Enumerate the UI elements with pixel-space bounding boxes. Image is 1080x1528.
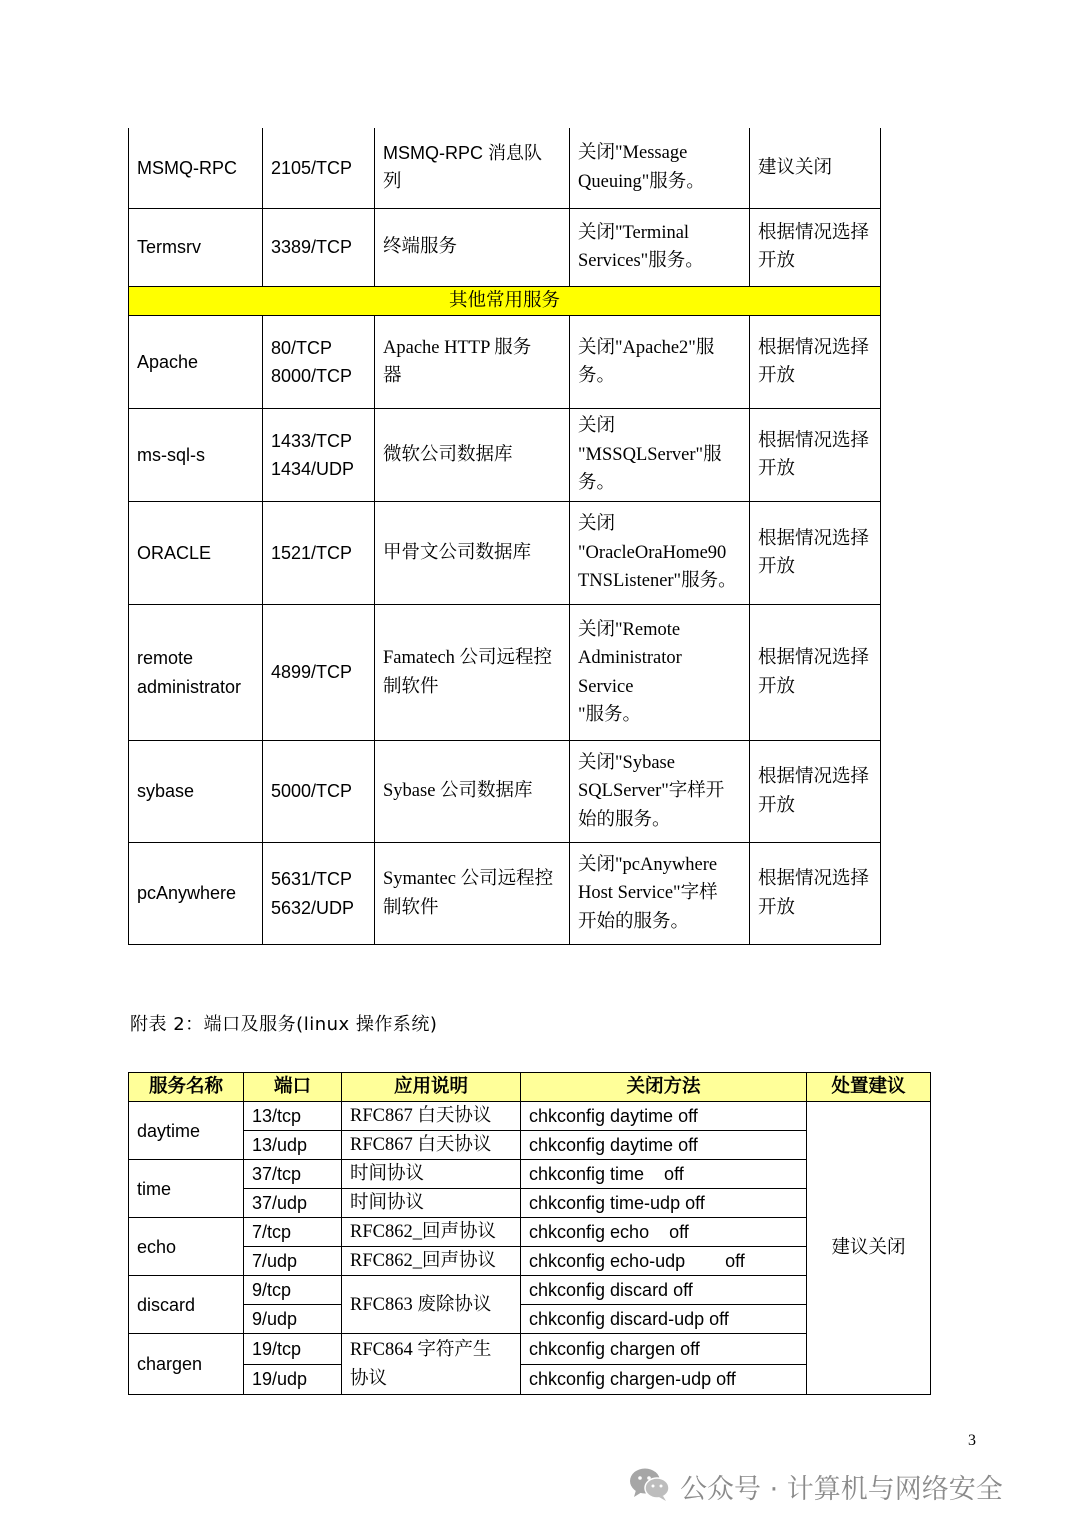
- service-name: time: [129, 1160, 244, 1218]
- advice: 建议关闭: [750, 128, 881, 208]
- advice: 根据情况选择 开放: [750, 316, 881, 409]
- service-name: Termsrv: [129, 208, 263, 286]
- service-name: discard: [129, 1276, 244, 1334]
- close-method: chkconfig time-udp off: [521, 1189, 807, 1218]
- port: 4899/TCP: [263, 605, 375, 741]
- port: 1521/TCP: [263, 502, 375, 605]
- table-row: [129, 316, 881, 409]
- watermark-text: 公众号 · 计算机与网络安全: [680, 1473, 1003, 1505]
- service-name: daytime: [129, 1102, 244, 1160]
- section-header: [129, 286, 881, 316]
- description: 微软公司数据库: [375, 409, 570, 502]
- header-service-name: 服务名称: [129, 1073, 244, 1102]
- wechat-icon: [628, 1466, 672, 1507]
- section-title: 其他常用服务: [129, 286, 881, 316]
- description: RFC864 字符产生 协议: [342, 1334, 521, 1395]
- close-method: chkconfig daytime off: [521, 1102, 807, 1131]
- header-description: 应用说明: [342, 1073, 521, 1102]
- service-name: chargen: [129, 1334, 244, 1395]
- description: 时间协议: [342, 1189, 521, 1218]
- page-number: 3: [968, 1432, 976, 1449]
- close-method: chkconfig chargen off: [521, 1334, 807, 1365]
- port: 9/tcp: [244, 1276, 342, 1305]
- close-method: 关闭"Sybase SQLServer"字样开 始的服务。: [570, 741, 750, 843]
- header-port: 端口: [244, 1073, 342, 1102]
- table-row: [129, 605, 881, 741]
- advice: 根据情况选择 开放: [750, 843, 881, 945]
- close-method: 关闭 "MSSQLServer"服 务。: [570, 409, 750, 502]
- close-method: 关闭"Terminal Services"服务。: [570, 208, 750, 286]
- port: 37/udp: [244, 1189, 342, 1218]
- linux-ports-table: [128, 1072, 931, 1395]
- close-method: 关闭"Remote Administrator Service "服务。: [570, 605, 750, 741]
- advice: 根据情况选择 开放: [750, 502, 881, 605]
- description: RFC867 白天协议: [342, 1102, 521, 1131]
- port: 13/tcp: [244, 1102, 342, 1131]
- table-row: [129, 502, 881, 605]
- header-advice: 处置建议: [807, 1073, 931, 1102]
- watermark: [628, 1466, 1003, 1506]
- port: 37/tcp: [244, 1160, 342, 1189]
- port: 5631/TCP 5632/UDP: [263, 843, 375, 945]
- table-caption: 附表 2：端口及服务(linux 操作系统): [130, 1014, 438, 1035]
- port: 9/udp: [244, 1305, 342, 1334]
- close-method: chkconfig time off: [521, 1160, 807, 1189]
- description: Apache HTTP 服务 器: [375, 316, 570, 409]
- close-method: 关闭"pcAnywhere Host Service"字样 开始的服务。: [570, 843, 750, 945]
- service-name: MSMQ-RPC: [129, 128, 263, 208]
- port: 13/udp: [244, 1131, 342, 1160]
- table-header-row: [129, 1073, 931, 1102]
- service-name: remote administrator: [129, 605, 263, 741]
- close-method: chkconfig discard off: [521, 1276, 807, 1305]
- table-row: [129, 128, 881, 208]
- advice: 根据情况选择 开放: [750, 409, 881, 502]
- table-row: [129, 409, 881, 502]
- description: RFC863 废除协议: [342, 1276, 521, 1334]
- close-method: chkconfig echo off: [521, 1218, 807, 1247]
- close-method: 关闭"Apache2"服 务。: [570, 316, 750, 409]
- port: 5000/TCP: [263, 741, 375, 843]
- port: 19/tcp: [244, 1334, 342, 1365]
- close-method: 关闭"Message Queuing"服务。: [570, 128, 750, 208]
- description: 甲骨文公司数据库: [375, 502, 570, 605]
- description: Famatech 公司远程控 制软件: [375, 605, 570, 741]
- header-close-method: 关闭方法: [521, 1073, 807, 1102]
- advice: 建议关闭: [807, 1102, 931, 1395]
- service-name: ORACLE: [129, 502, 263, 605]
- port: 3389/TCP: [263, 208, 375, 286]
- port: 7/tcp: [244, 1218, 342, 1247]
- close-method: chkconfig echo-udp off: [521, 1247, 807, 1276]
- service-name: sybase: [129, 741, 263, 843]
- description: RFC862_回声协议: [342, 1247, 521, 1276]
- description: 时间协议: [342, 1160, 521, 1189]
- description: MSMQ-RPC 消息队 列: [375, 128, 570, 208]
- table-row: [129, 843, 881, 945]
- close-method: chkconfig chargen-udp off: [521, 1364, 807, 1395]
- table-row: [129, 1102, 931, 1131]
- close-method: chkconfig daytime off: [521, 1131, 807, 1160]
- port: 80/TCP 8000/TCP: [263, 316, 375, 409]
- windows-ports-table: [128, 128, 881, 945]
- port: 7/udp: [244, 1247, 342, 1276]
- port: 1433/TCP 1434/UDP: [263, 409, 375, 502]
- advice: 根据情况选择 开放: [750, 208, 881, 286]
- service-name: pcAnywhere: [129, 843, 263, 945]
- advice: 根据情况选择 开放: [750, 741, 881, 843]
- port: 19/udp: [244, 1364, 342, 1395]
- table-row: [129, 208, 881, 286]
- close-method: 关闭 "OracleOraHome90 TNSListener"服务。: [570, 502, 750, 605]
- description: RFC867 白天协议: [342, 1131, 521, 1160]
- description: RFC862_回声协议: [342, 1218, 521, 1247]
- close-method: chkconfig discard-udp off: [521, 1305, 807, 1334]
- table-row: [129, 741, 881, 843]
- service-name: Apache: [129, 316, 263, 409]
- description: Symantec 公司远程控 制软件: [375, 843, 570, 945]
- advice: 根据情况选择 开放: [750, 605, 881, 741]
- port: 2105/TCP: [263, 128, 375, 208]
- service-name: echo: [129, 1218, 244, 1276]
- description: 终端服务: [375, 208, 570, 286]
- description: Sybase 公司数据库: [375, 741, 570, 843]
- service-name: ms-sql-s: [129, 409, 263, 502]
